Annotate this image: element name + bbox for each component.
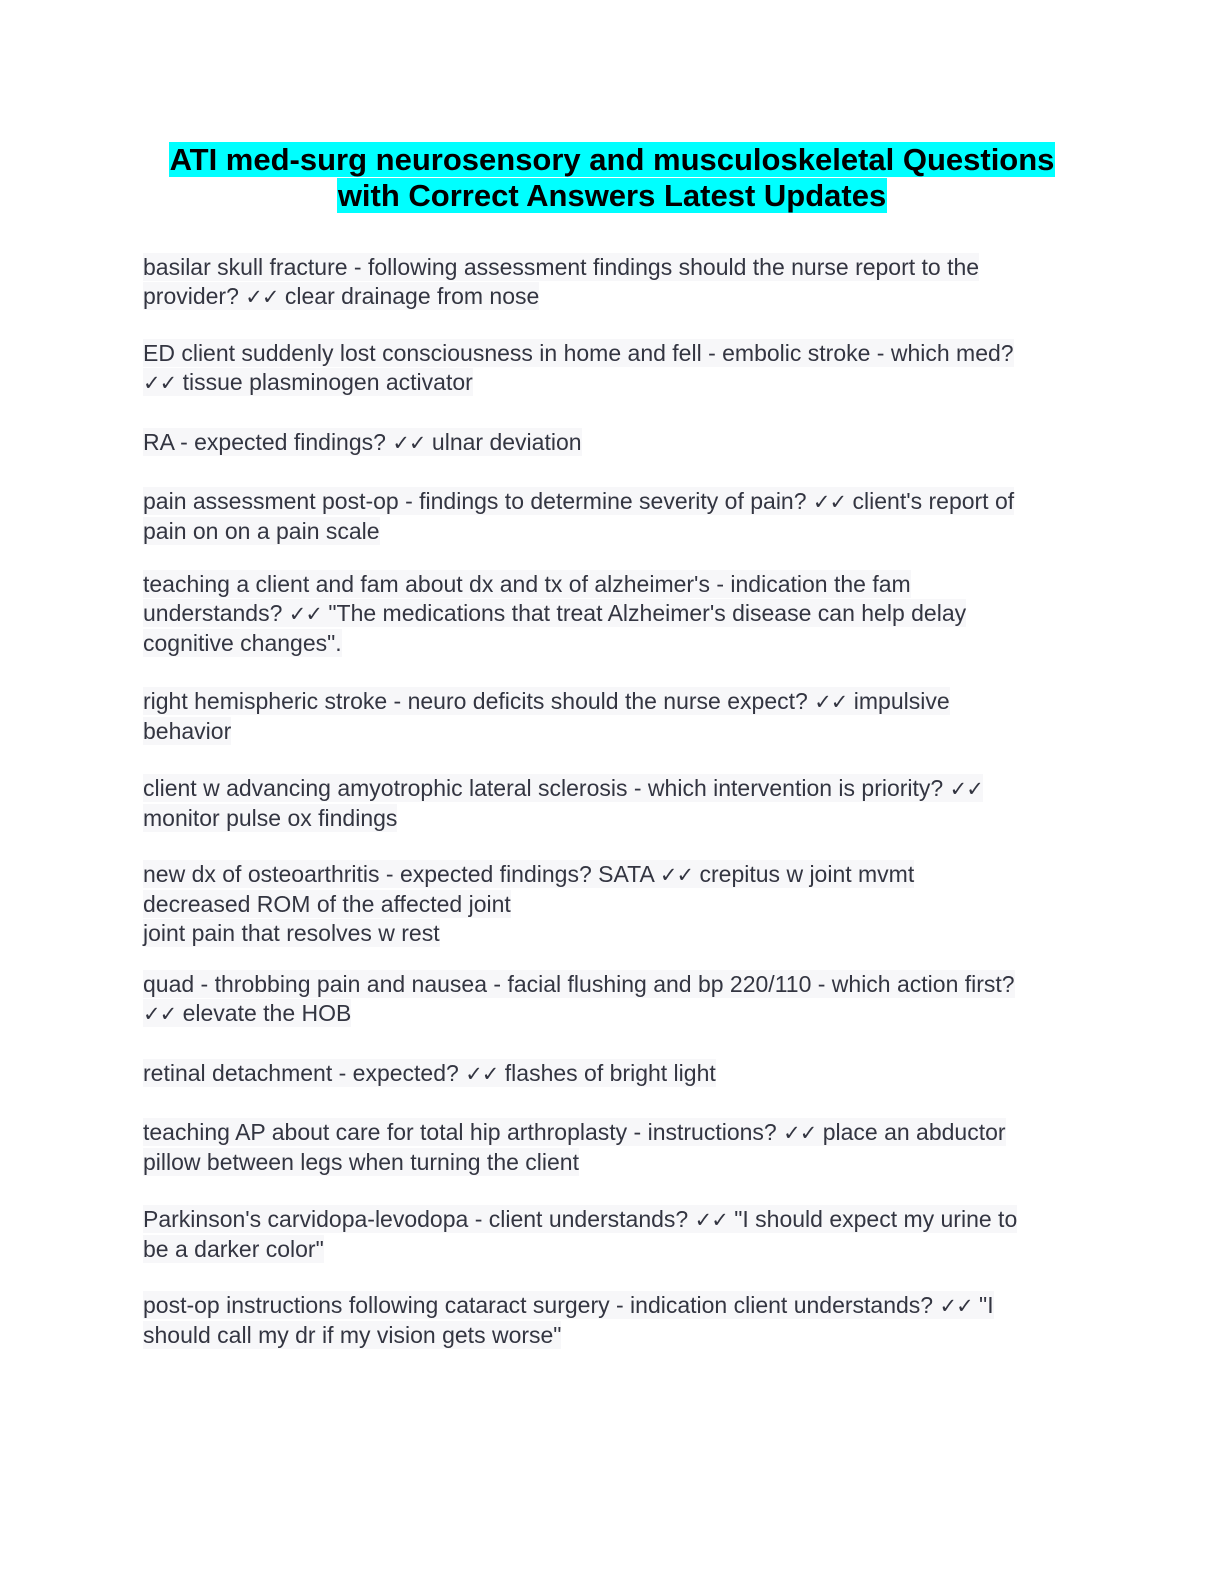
qa-answer: "I	[972, 1292, 994, 1318]
qa-answer: impulsive	[847, 688, 950, 714]
qa-text: pain on on a pain scale	[143, 518, 380, 544]
qa-line	[143, 428, 1083, 458]
qa-line	[143, 517, 1083, 546]
qa-line-text	[143, 253, 979, 281]
qa-line-text	[143, 1291, 994, 1319]
qa-item	[143, 487, 1083, 546]
qa-answer: elevate the HOB	[176, 1000, 352, 1026]
qa-line-text	[143, 1205, 1017, 1233]
double-check-icon: ✓✓	[465, 1062, 499, 1086]
qa-answer: ulnar deviation	[425, 429, 582, 455]
qa-line	[143, 774, 1083, 804]
qa-line-text	[143, 890, 511, 918]
qa-text: pillow between legs when turning the client	[143, 1149, 579, 1175]
qa-line-text	[143, 774, 983, 802]
qa-item	[143, 339, 1083, 398]
qa-line-text	[143, 282, 539, 310]
qa-line-text	[143, 1059, 716, 1087]
qa-line	[143, 368, 1083, 398]
qa-line-text	[143, 970, 1015, 998]
qa-line	[143, 599, 1083, 629]
qa-line	[143, 804, 1083, 833]
qa-item	[143, 428, 1083, 458]
qa-answer: tissue plasminogen activator	[176, 369, 473, 395]
qa-answer: "I should expect my urine to	[727, 1206, 1018, 1232]
qa-line	[143, 717, 1083, 746]
qa-line	[143, 970, 1083, 999]
qa-line	[143, 487, 1083, 517]
qa-line	[143, 1235, 1083, 1264]
qa-line	[143, 570, 1083, 599]
qa-text: post-op instructions following cataract surgery - indication client understands?	[143, 1292, 940, 1318]
qa-answer: place an abductor	[816, 1119, 1006, 1145]
qa-line	[143, 890, 1083, 919]
qa-answer: flashes of bright light	[498, 1060, 716, 1086]
qa-line	[143, 1148, 1083, 1177]
double-check-icon: ✓✓	[288, 602, 322, 626]
double-check-icon: ✓✓	[694, 1208, 728, 1232]
qa-line-text	[143, 1235, 324, 1263]
double-check-icon: ✓✓	[143, 1002, 177, 1026]
qa-text: decreased ROM of the affected joint	[143, 891, 511, 917]
qa-item	[143, 1205, 1083, 1264]
qa-line	[143, 1205, 1083, 1235]
qa-answer: clear drainage from nose	[278, 283, 540, 309]
qa-item	[143, 687, 1083, 746]
qa-line-text	[143, 1321, 561, 1349]
double-check-icon: ✓✓	[392, 431, 426, 455]
qa-text: pain assessment post-op - findings to determine severity of pain?	[143, 488, 813, 514]
qa-text: client w advancing amyotrophic lateral sclerosis - which intervention is priority?	[143, 775, 950, 801]
double-check-icon: ✓✓	[939, 1294, 973, 1318]
qa-line-text	[143, 860, 914, 888]
qa-line-text	[143, 1148, 579, 1176]
qa-text: cognitive changes".	[143, 630, 342, 656]
qa-text: new dx of osteoarthritis - expected findings? SATA	[143, 861, 660, 887]
qa-line	[143, 629, 1083, 658]
qa-line	[143, 919, 1083, 948]
qa-answer: client's report of	[846, 488, 1015, 514]
qa-text: Parkinson's carvidopa-levodopa - client understands?	[143, 1206, 695, 1232]
qa-text: be a darker color"	[143, 1236, 324, 1262]
qa-line	[143, 1291, 1083, 1321]
qa-item	[143, 1118, 1083, 1177]
qa-text: RA - expected findings?	[143, 429, 393, 455]
qa-text: provider?	[143, 283, 246, 309]
qa-text: understands?	[143, 600, 289, 626]
qa-line-text	[143, 687, 950, 715]
document-title	[80, 142, 1144, 214]
qa-text: monitor pulse ox findings	[143, 805, 398, 831]
qa-line	[143, 253, 1083, 282]
qa-line-text	[143, 487, 1014, 515]
qa-line	[143, 687, 1083, 717]
qa-item	[143, 774, 1083, 833]
qa-answer: "The medications that treat Alzheimer's disease can help delay	[321, 600, 967, 626]
qa-line	[143, 1059, 1083, 1089]
qa-item	[143, 970, 1083, 1029]
double-check-icon: ✓✓	[143, 371, 177, 395]
qa-line	[143, 860, 1083, 890]
title-line-1: ATI med-surg neurosensory and musculoskeletal Questions	[169, 142, 1055, 177]
qa-line-text	[143, 428, 582, 456]
double-check-icon: ✓✓	[814, 690, 848, 714]
qa-text: behavior	[143, 718, 232, 744]
qa-line	[143, 1118, 1083, 1148]
qa-line-text	[143, 517, 380, 545]
qa-text: teaching AP about care for total hip arthroplasty - instructions?	[143, 1119, 784, 1145]
qa-line	[143, 282, 1083, 312]
qa-line	[143, 999, 1083, 1029]
double-check-icon: ✓✓	[783, 1121, 817, 1145]
qa-line-text	[143, 570, 911, 598]
double-check-icon: ✓✓	[245, 285, 279, 309]
qa-item	[143, 860, 1083, 948]
qa-line-text	[143, 999, 351, 1027]
qa-line-text	[143, 368, 473, 396]
qa-line-text	[143, 804, 397, 832]
qa-text: ED client suddenly lost consciousness in home and fell - embolic stroke - which med?	[143, 340, 1014, 366]
qa-line-text	[143, 339, 1014, 367]
qa-text: quad - throbbing pain and nausea - facial flushing and bp 220/110 - which action first?	[143, 971, 1015, 997]
title-line-2: with Correct Answers Latest Updates	[337, 178, 887, 213]
qa-text: basilar skull fracture - following assessment findings should the nurse report to the	[143, 254, 980, 280]
qa-line	[143, 1321, 1083, 1350]
double-check-icon: ✓✓	[659, 863, 694, 887]
qa-answer: crepitus w joint mvmt	[693, 861, 915, 887]
qa-text: should call my dr if my vision gets worse"	[143, 1322, 562, 1348]
qa-text: retinal detachment - expected?	[143, 1060, 466, 1086]
qa-item	[143, 253, 1083, 312]
qa-text: joint pain that resolves w rest	[143, 920, 440, 946]
qa-line	[143, 339, 1083, 368]
qa-item	[143, 1291, 1083, 1350]
double-check-icon: ✓✓	[949, 777, 983, 801]
qa-item	[143, 1059, 1083, 1089]
qa-text: teaching a client and fam about dx and tx of alzheimer's - indication the fam	[143, 571, 911, 597]
double-check-icon: ✓✓	[812, 490, 847, 514]
qa-text: right hemispheric stroke - neuro deficits should the nurse expect?	[143, 688, 815, 714]
qa-line-text	[143, 629, 342, 657]
qa-item	[143, 570, 1083, 658]
qa-line-text	[143, 919, 440, 947]
qa-line-text	[143, 1118, 1006, 1146]
qa-line-text	[143, 599, 966, 627]
qa-line-text	[143, 717, 231, 745]
